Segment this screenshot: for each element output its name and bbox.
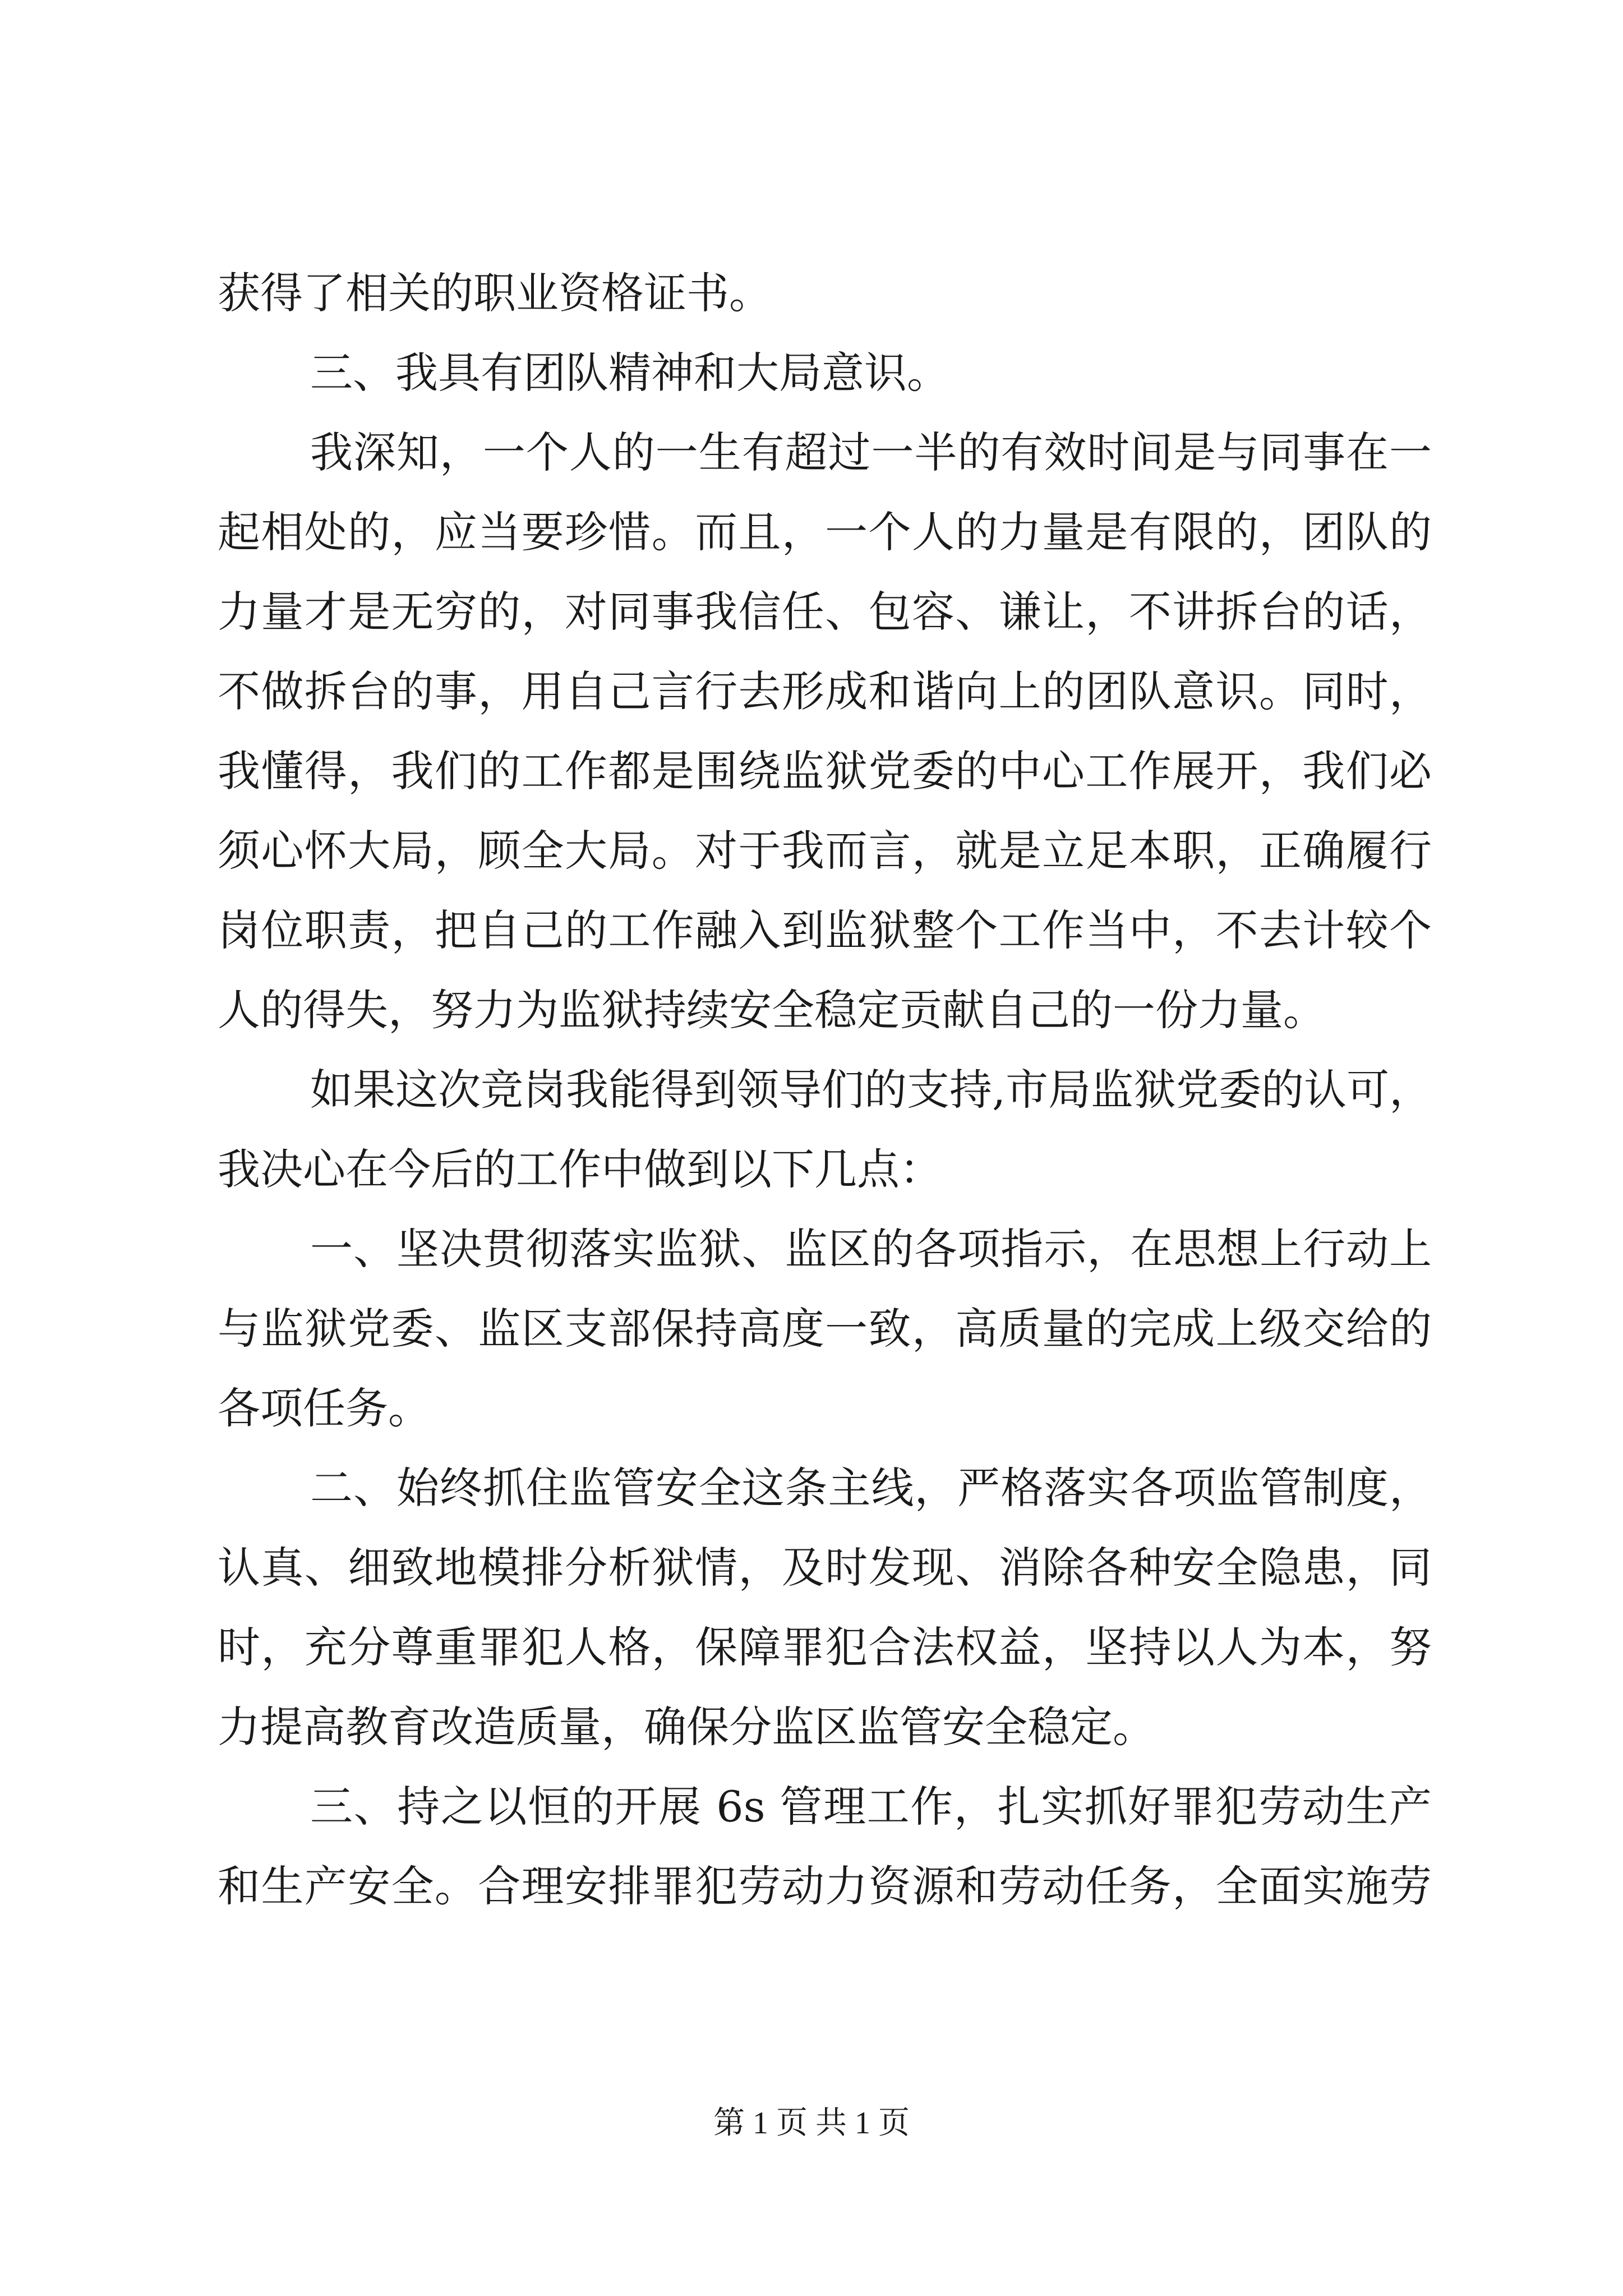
text-line: 我懂得，我们的工作都是围绕监狱党委的中心工作展开，我们必 (218, 746, 1432, 796)
text-line: 力量才是无穷的，对同事我信任、包容、谦让，不讲拆台的话， (218, 587, 1432, 637)
text-line: 认真、细致地模排分析狱情，及时发现、消除各种安全隐患，同 (218, 1543, 1432, 1593)
text-line: 与监狱党委、监区支部保持高度一致，高质量的完成上级交给的 (218, 1304, 1432, 1354)
text-line: 力提高教育改造质量，确保分监区监管安全稳定。 (218, 1702, 1155, 1752)
text-line: 时，充分尊重罪犯人格，保障罪犯合法权益，坚持以人为本，努 (218, 1622, 1432, 1672)
text-line: 如果这次竞岗我能得到领导们的支持,市局监狱党委的认可， (310, 1065, 1432, 1115)
text-line: 我深知，一个人的一生有超过一半的有效时间是与同事在一 (310, 427, 1432, 477)
document-body (218, 254, 1432, 1926)
page-footer: 第 1 页 共 1 页 (713, 2106, 910, 2141)
text-line: 一、坚决贯彻落实监狱、监区的各项指示，在思想上行动上 (310, 1224, 1432, 1274)
text-line: 各项任务。 (218, 1383, 431, 1433)
text-line: 三、我具有团队精神和大局意识。 (310, 348, 949, 398)
text-line: 岗位职责，把自己的工作融入到监狱整个工作当中，不去计较个 (218, 905, 1432, 955)
text-line: 起相处的，应当要珍惜。而且，一个人的力量是有限的，团队的 (218, 507, 1432, 557)
text-line: 须心怀大局，顾全大局。对于我而言，就是立足本职，正确履行 (218, 826, 1432, 876)
text-line: 我决心在今后的工作中做到以下几点： (218, 1144, 942, 1194)
text-line: 三、持之以恒的开展 6s 管理工作，扎实抓好罪犯劳动生产 (310, 1782, 1432, 1832)
text-line: 人的得失，努力为监狱持续安全稳定贡献自己的一份力量。 (218, 985, 1326, 1035)
text-line: 不做拆台的事，用自己言行去形成和谐向上的团队意识。同时， (218, 666, 1432, 716)
text-line: 获得了相关的职业资格证书。 (218, 268, 772, 318)
text-line: 二、始终抓住监管安全这条主线，严格落实各项监管制度， (310, 1463, 1432, 1513)
text-line: 和生产安全。合理安排罪犯劳动力资源和劳动任务，全面实施劳 (218, 1861, 1432, 1911)
